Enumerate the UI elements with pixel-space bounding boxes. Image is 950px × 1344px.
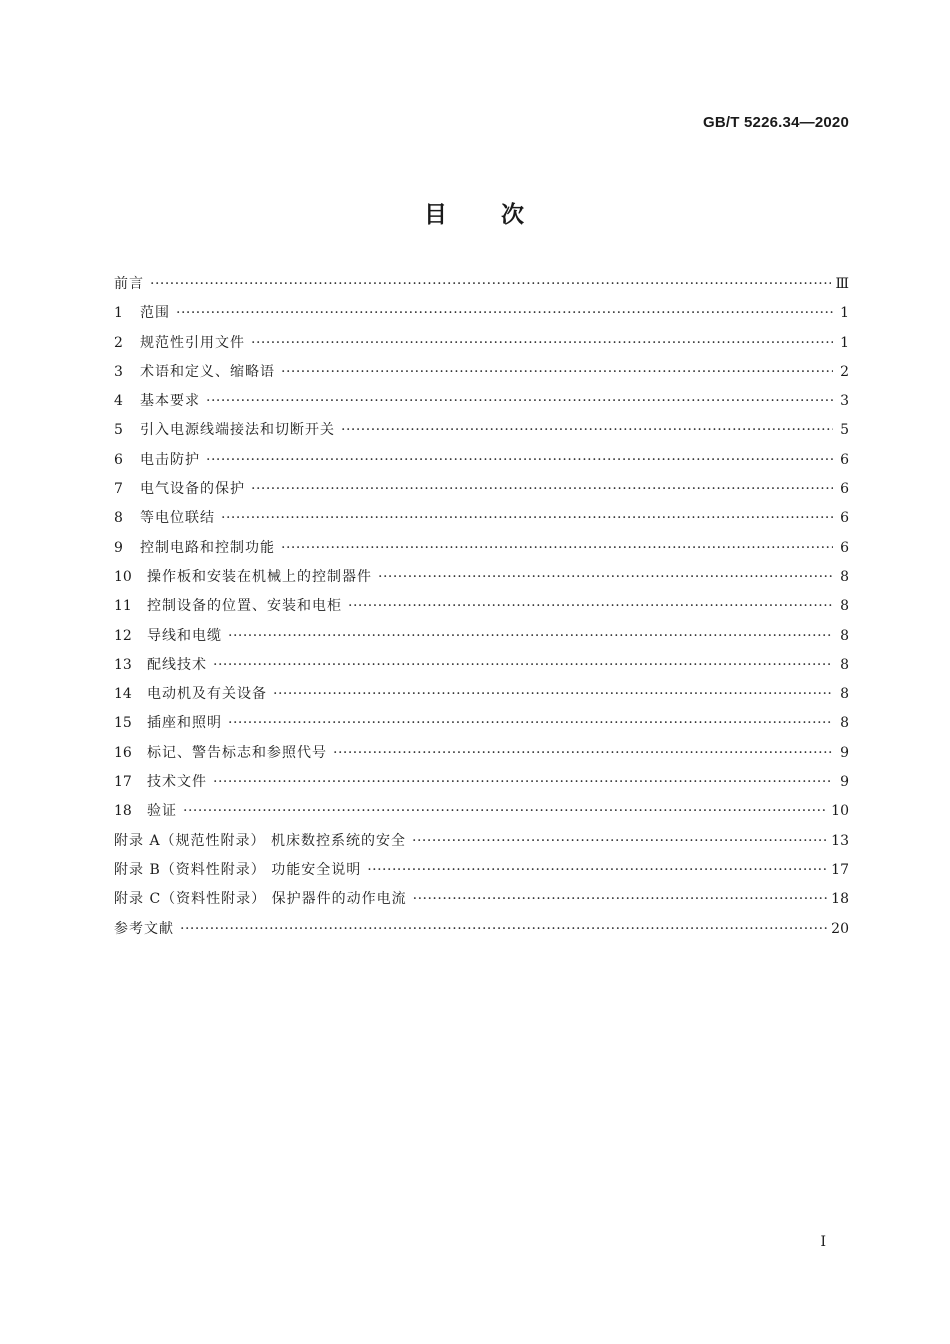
standard-code: GB/T 5226.34—2020 bbox=[703, 114, 849, 131]
toc-entry-label: 电气设备的保护 bbox=[140, 481, 245, 498]
toc-dot-leader bbox=[348, 592, 833, 621]
toc-entry-page: 8 bbox=[840, 627, 849, 644]
toc-entry-label: 参考文献 bbox=[114, 920, 174, 937]
toc-entry-number: 2 bbox=[114, 334, 123, 351]
toc-entry-page: 8 bbox=[840, 715, 849, 732]
toc-entry-page: 6 bbox=[840, 510, 849, 527]
toc-entry-page: 9 bbox=[840, 744, 849, 761]
toc-entry-label: 范围 bbox=[140, 305, 170, 322]
toc-entry-label: 前言 bbox=[114, 276, 144, 292]
toc-entry-label: 操作板和安装在机械上的控制器件 bbox=[147, 568, 372, 585]
toc-dot-leader bbox=[180, 915, 827, 944]
toc-dot-leader bbox=[206, 387, 833, 416]
toc-dot-leader bbox=[412, 827, 827, 856]
toc-entry[interactable] bbox=[114, 592, 849, 621]
toc-entry-number: 13 bbox=[114, 656, 132, 673]
toc-dot-leader bbox=[213, 768, 833, 797]
toc-entry-label: 电击防护 bbox=[140, 451, 200, 468]
toc-entry-label: 控制设备的位置、安装和电柜 bbox=[147, 598, 342, 615]
toc-entry-number: 9 bbox=[114, 539, 123, 556]
toc-entry[interactable] bbox=[114, 709, 849, 738]
toc-entry[interactable] bbox=[114, 358, 849, 387]
toc-entry-page: 8 bbox=[840, 598, 849, 615]
toc-dot-leader bbox=[213, 651, 833, 680]
toc-entry-label: 插座和照明 bbox=[147, 715, 222, 732]
toc-entry-number: 7 bbox=[114, 481, 123, 498]
toc-entry-number: 18 bbox=[114, 803, 132, 820]
toc-entry[interactable] bbox=[114, 680, 849, 709]
toc-entry-label: 配线技术 bbox=[147, 656, 207, 673]
toc-entry-page: 1 bbox=[840, 305, 849, 322]
toc-entry[interactable] bbox=[114, 299, 849, 328]
toc-entry-page: 8 bbox=[840, 656, 849, 673]
toc-entry-number: 3 bbox=[114, 363, 123, 380]
toc-entry-page: 6 bbox=[840, 481, 849, 498]
toc-entry-label: 控制电路和控制功能 bbox=[140, 539, 275, 556]
toc-entry-page: 6 bbox=[840, 451, 849, 468]
toc-entry-page: 5 bbox=[840, 422, 849, 439]
toc-entry-label: 标记、警告标志和参照代号 bbox=[147, 744, 327, 761]
toc-entry-page: 8 bbox=[840, 686, 849, 703]
toc-dot-leader bbox=[228, 622, 833, 651]
toc-entry[interactable] bbox=[114, 622, 849, 651]
toc-dot-leader bbox=[150, 270, 831, 299]
toc-dot-leader bbox=[183, 797, 827, 826]
toc-entry[interactable] bbox=[114, 270, 849, 299]
table-of-contents bbox=[114, 270, 849, 944]
toc-dot-leader bbox=[228, 709, 833, 738]
toc-entry[interactable] bbox=[114, 856, 849, 885]
toc-dot-leader bbox=[333, 739, 833, 768]
toc-entry[interactable] bbox=[114, 446, 849, 475]
toc-entry-label: 附录 A（规范性附录） 机床数控系统的安全 bbox=[114, 832, 407, 849]
toc-dot-leader bbox=[206, 446, 833, 475]
toc-dot-leader bbox=[251, 329, 833, 358]
toc-entry-label: 附录 B（资料性附录） 功能安全说明 bbox=[114, 861, 362, 878]
toc-entry-page: 6 bbox=[840, 539, 849, 556]
toc-entry-page: 8 bbox=[840, 568, 849, 585]
toc-entry[interactable] bbox=[114, 416, 849, 445]
toc-entry-number: 5 bbox=[114, 422, 123, 439]
toc-entry-number: 4 bbox=[114, 393, 123, 410]
toc-entry[interactable] bbox=[114, 797, 849, 826]
page-title-part2: 次 bbox=[501, 202, 526, 228]
toc-dot-leader bbox=[378, 563, 833, 592]
toc-entry-page: 20 bbox=[831, 920, 849, 937]
toc-entry-number: 12 bbox=[114, 627, 132, 644]
toc-entry-page: 2 bbox=[840, 363, 849, 380]
toc-entry-page: 3 bbox=[840, 393, 849, 410]
toc-dot-leader bbox=[367, 856, 827, 885]
toc-entry-number: 10 bbox=[114, 568, 132, 585]
toc-entry[interactable] bbox=[114, 651, 849, 680]
toc-entry-page: Ⅲ bbox=[835, 276, 849, 292]
toc-entry-page: 1 bbox=[840, 334, 849, 351]
toc-entry-page: 17 bbox=[831, 861, 849, 878]
page-number: Ⅰ bbox=[820, 1234, 826, 1250]
toc-entry-number: 1 bbox=[114, 305, 123, 322]
toc-entry-label: 等电位联结 bbox=[140, 510, 215, 527]
toc-entry[interactable] bbox=[114, 563, 849, 592]
toc-entry[interactable] bbox=[114, 329, 849, 358]
toc-dot-leader bbox=[281, 534, 833, 563]
toc-entry-number: 16 bbox=[114, 744, 132, 761]
toc-entry-number: 11 bbox=[114, 598, 132, 615]
toc-entry[interactable] bbox=[114, 768, 849, 797]
toc-entry-number: 14 bbox=[114, 686, 132, 703]
toc-entry-label: 电动机及有关设备 bbox=[147, 686, 267, 703]
toc-dot-leader bbox=[221, 504, 833, 533]
toc-entry-label: 验证 bbox=[147, 803, 177, 820]
toc-entry-label: 技术文件 bbox=[147, 774, 207, 791]
toc-entry-label: 附录 C（资料性附录） 保护器件的动作电流 bbox=[114, 891, 407, 908]
toc-dot-leader bbox=[413, 885, 828, 914]
toc-entry-label: 引入电源线端接法和切断开关 bbox=[140, 422, 335, 439]
toc-entry[interactable] bbox=[114, 827, 849, 856]
toc-entry-page: 9 bbox=[840, 774, 849, 791]
toc-entry[interactable] bbox=[114, 504, 849, 533]
toc-entry-label: 规范性引用文件 bbox=[140, 334, 245, 351]
toc-entry-label: 术语和定义、缩略语 bbox=[140, 363, 275, 380]
toc-dot-leader bbox=[251, 475, 833, 504]
toc-entry-label: 基本要求 bbox=[140, 393, 200, 410]
toc-entry[interactable] bbox=[114, 885, 849, 914]
toc-entry[interactable] bbox=[114, 475, 849, 504]
toc-entry-number: 8 bbox=[114, 510, 123, 527]
toc-dot-leader bbox=[281, 358, 833, 387]
toc-entry-label: 导线和电缆 bbox=[147, 627, 222, 644]
toc-entry-page: 10 bbox=[831, 803, 849, 820]
toc-entry[interactable] bbox=[114, 915, 849, 944]
toc-dot-leader bbox=[341, 416, 833, 445]
page-title-part1: 目 bbox=[424, 202, 449, 228]
toc-entry[interactable] bbox=[114, 387, 849, 416]
toc-entry-number: 15 bbox=[114, 715, 132, 732]
toc-entry-number: 6 bbox=[114, 451, 123, 468]
toc-entry-number: 17 bbox=[114, 774, 132, 791]
toc-entry-page: 13 bbox=[831, 832, 849, 849]
page-title bbox=[0, 196, 950, 229]
toc-entry[interactable] bbox=[114, 534, 849, 563]
toc-entry[interactable] bbox=[114, 739, 849, 768]
toc-entry-page: 18 bbox=[831, 891, 849, 908]
toc-dot-leader bbox=[273, 680, 833, 709]
toc-dot-leader bbox=[176, 299, 833, 328]
